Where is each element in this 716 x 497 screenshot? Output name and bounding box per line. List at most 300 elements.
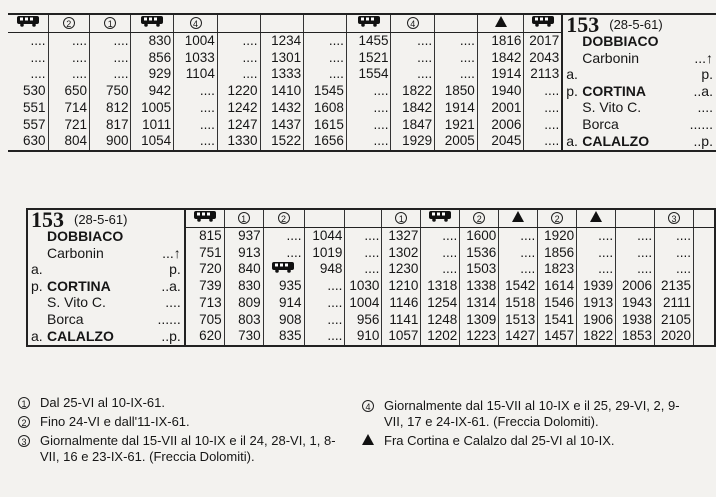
time-cell: 1457 — [538, 328, 577, 345]
time-cell: 650 — [48, 83, 89, 100]
time-cell: 1248 — [421, 312, 460, 329]
station-prefix: a. — [31, 261, 43, 278]
column-header — [460, 210, 499, 227]
notes-right — [362, 398, 692, 452]
time-cell: 1823 — [538, 261, 577, 278]
column-header — [655, 210, 694, 227]
station-prefix — [566, 50, 582, 67]
circled-number-icon: 2 — [63, 17, 75, 29]
station-name: Borca — [582, 115, 619, 132]
time-cell: 1104 — [174, 66, 218, 83]
time-cell: 803 — [224, 312, 263, 329]
time-cell: .... — [577, 245, 616, 262]
column-header — [224, 210, 263, 227]
time-cell: 2111 — [655, 295, 694, 312]
time-cell: 1327 — [382, 227, 421, 244]
time-cell: .... — [90, 32, 131, 49]
note-text: Fino 24-VI e dall'11-IX-61. — [40, 414, 190, 429]
timetable-bottom — [26, 208, 716, 347]
station-row — [31, 228, 181, 245]
time-cell: .... — [304, 328, 345, 345]
triangle-icon — [512, 211, 524, 222]
station-suffix: .... — [165, 294, 181, 311]
time-cell: 1004 — [345, 295, 382, 312]
time-cell: 812 — [90, 100, 131, 117]
time-cell: 1853 — [616, 328, 655, 345]
time-cell: 1856 — [538, 245, 577, 262]
station-list-top — [561, 11, 716, 150]
station-row — [566, 50, 713, 67]
table-row — [8, 50, 561, 67]
note-text: Fra Cortina e Calalzo dal 25-VI al 10-IX. — [384, 433, 615, 448]
time-cell: 1608 — [304, 100, 347, 117]
column-header — [90, 15, 131, 32]
table-row — [8, 66, 561, 83]
time-cell: 1242 — [217, 100, 260, 117]
time-cell: 705 — [199, 311, 222, 327]
station-prefix: p. — [566, 82, 578, 99]
circled-number-icon: 2 — [473, 212, 485, 224]
column-header — [304, 210, 345, 227]
table-row — [8, 100, 561, 117]
time-cell: .... — [346, 100, 391, 117]
time-cell: 1842 — [391, 100, 435, 117]
time-cell: 913 — [224, 245, 263, 262]
time-cell: .... — [421, 261, 460, 278]
time-cell: .... — [217, 66, 260, 83]
column-header — [304, 15, 347, 32]
circled-number-icon: 2 — [551, 212, 563, 224]
time-cell: .... — [345, 227, 382, 244]
time-cell: 1146 — [382, 295, 421, 312]
station-name: Carbonin — [582, 49, 640, 66]
time-cell: 1939 — [577, 278, 616, 295]
note-item — [18, 433, 348, 465]
time-cell: 1330 — [217, 133, 260, 150]
bus-icon — [140, 15, 164, 27]
time-cell — [694, 245, 714, 262]
time-cell: .... — [48, 66, 89, 83]
time-cell — [263, 261, 304, 278]
table-row — [186, 328, 714, 345]
time-cell: .... — [435, 32, 478, 49]
station-suffix: ..p. — [161, 327, 181, 344]
time-cell: 1223 — [460, 328, 499, 345]
route-date-bottom: (28-5-61) — [74, 212, 128, 227]
station-row — [31, 328, 181, 345]
time-cell: 1521 — [346, 50, 391, 67]
time-cell: 1247 — [217, 117, 260, 134]
column-header — [345, 210, 382, 227]
time-cell: 620 — [199, 328, 222, 344]
time-cell: 1033 — [174, 50, 218, 67]
time-cell: 1234 — [260, 32, 304, 49]
time-cell: 1254 — [421, 295, 460, 312]
time-cell: 1437 — [260, 117, 304, 134]
time-cell: 750 — [90, 83, 131, 100]
circled-number-icon: 1 — [238, 212, 250, 224]
time-cell: 942 — [131, 83, 174, 100]
triangle-icon — [590, 211, 602, 222]
time-cell: 1541 — [538, 312, 577, 329]
time-cell: 2005 — [435, 133, 478, 150]
time-cell: 2043 — [524, 50, 561, 67]
time-cell: .... — [499, 245, 538, 262]
station-suffix: ..a. — [693, 82, 713, 99]
time-cell: 1822 — [577, 328, 616, 345]
time-cell: 1230 — [382, 261, 421, 278]
station-name: Carbonin — [47, 244, 104, 261]
time-cell: .... — [48, 32, 89, 49]
column-header — [616, 210, 655, 227]
time-cell: .... — [391, 50, 435, 67]
column-header — [694, 210, 714, 227]
time-cell: 1054 — [131, 133, 174, 150]
time-cell: 2001 — [477, 100, 524, 117]
note-text: Giornalmente dal 15-VII al 10-IX e il 24, 28-VI, 1, 8-VII, 16 e 23-IX-61. (Freccia Dolomiti). — [40, 433, 336, 464]
time-cell — [694, 227, 714, 244]
time-cell: 1600 — [460, 227, 499, 244]
station-suffix: .... — [697, 99, 713, 116]
note-text: Dal 25-VI al 10-IX-61. — [40, 395, 166, 410]
time-cell: 1546 — [538, 295, 577, 312]
time-cell: 1309 — [460, 312, 499, 329]
time-cell: .... — [304, 66, 347, 83]
station-name: CORTINA — [47, 277, 111, 294]
time-cell: .... — [655, 261, 694, 278]
route-date-top: (28-5-61) — [609, 17, 663, 32]
station-prefix: a. — [566, 66, 578, 83]
time-cell: .... — [524, 133, 561, 150]
time-cell: 815 — [199, 227, 222, 243]
time-cell: 751 — [199, 244, 222, 260]
station-row — [31, 311, 181, 328]
station-prefix: p. — [31, 277, 43, 294]
time-cell: 1314 — [460, 295, 499, 312]
table-row — [8, 133, 561, 150]
time-cell: 1656 — [304, 133, 347, 150]
time-cell: 1914 — [477, 66, 524, 83]
station-prefix — [31, 311, 47, 328]
time-cell — [694, 295, 714, 312]
time-cell: 1938 — [616, 312, 655, 329]
station-name: DOBBIACO — [47, 228, 124, 244]
time-cell: .... — [421, 245, 460, 262]
station-list-bottom — [28, 206, 186, 345]
time-cell: 1906 — [577, 312, 616, 329]
time-cell: 1929 — [391, 133, 435, 150]
table-row — [186, 227, 714, 244]
station-suffix: ...... — [157, 310, 181, 327]
time-cell — [694, 261, 714, 278]
time-cell: 835 — [263, 328, 304, 345]
column-header — [421, 210, 460, 227]
time-cell: .... — [304, 312, 345, 329]
time-cell: .... — [655, 227, 694, 244]
time-cell: 1301 — [260, 50, 304, 67]
time-cell: 1333 — [260, 66, 304, 83]
circled-number-icon: 2 — [18, 416, 30, 428]
column-header — [577, 210, 616, 227]
note-item — [362, 398, 692, 430]
triangle-icon — [362, 434, 374, 445]
bus-icon — [193, 210, 217, 222]
time-cell: 937 — [224, 227, 263, 244]
time-cell: 1554 — [346, 66, 391, 83]
time-cell: 1940 — [477, 83, 524, 100]
time-cell: 929 — [131, 66, 174, 83]
note-text: Giornalmente dal 15-VII al 10-IX e il 25, 29-VI, 2, 9-VII, 17 e 24-IX-61. (Freccia Dolomiti). — [384, 398, 680, 429]
time-cell: .... — [304, 32, 347, 49]
station-row — [31, 261, 181, 278]
time-cell: .... — [217, 50, 260, 67]
time-cell: 1004 — [174, 32, 218, 49]
column-header — [260, 15, 304, 32]
time-cell: 948 — [304, 261, 345, 278]
table-row — [186, 312, 714, 329]
station-suffix: ...↑ — [162, 244, 181, 261]
time-cell: .... — [499, 261, 538, 278]
station-prefix — [566, 33, 582, 50]
column-header — [538, 210, 577, 227]
time-cell: 2045 — [477, 133, 524, 150]
time-cell: .... — [577, 261, 616, 278]
column-header — [8, 15, 48, 32]
time-cell: 1542 — [499, 278, 538, 295]
time-cell: 630 — [22, 133, 46, 149]
time-cell: .... — [90, 66, 131, 83]
station-name: CALALZO — [582, 132, 650, 149]
column-header — [131, 15, 174, 32]
station-suffix: ...↑ — [694, 49, 713, 66]
time-cell: 2135 — [655, 278, 694, 295]
time-cell: 530 — [22, 83, 46, 99]
time-cell: 910 — [345, 328, 382, 345]
circled-number-icon: 4 — [407, 17, 419, 29]
time-cell: 1044 — [304, 227, 345, 244]
time-cell: .... — [30, 66, 46, 82]
time-cell: 1057 — [382, 328, 421, 345]
time-cell: .... — [304, 278, 345, 295]
time-cell: .... — [655, 245, 694, 262]
time-cell: 935 — [263, 278, 304, 295]
station-name: S. Vito C. — [47, 294, 106, 311]
station-row — [566, 33, 713, 50]
time-cell: 713 — [199, 294, 222, 310]
station-name: DOBBIACO — [582, 33, 659, 49]
time-cell: .... — [577, 227, 616, 244]
time-cell: .... — [391, 66, 435, 83]
time-cell: 1847 — [391, 117, 435, 134]
time-cell: 2020 — [655, 328, 694, 345]
bus-icon — [357, 15, 381, 27]
time-cell: .... — [304, 50, 347, 67]
timetable-top — [8, 13, 716, 152]
time-cell: .... — [263, 227, 304, 244]
station-prefix — [31, 245, 47, 262]
time-cell — [694, 328, 714, 345]
time-cell: 1842 — [477, 50, 524, 67]
circled-number-icon: 3 — [18, 435, 30, 447]
station-row — [31, 245, 181, 262]
table-row — [8, 117, 561, 134]
column-header — [217, 15, 260, 32]
time-cell: 551 — [22, 99, 46, 115]
bus-icon — [428, 210, 452, 222]
station-name: CORTINA — [582, 82, 647, 99]
time-cell: .... — [499, 227, 538, 244]
station-row — [566, 133, 713, 150]
time-cell: .... — [524, 83, 561, 100]
time-cell: 557 — [22, 116, 46, 132]
time-cell: 908 — [263, 312, 304, 329]
table-row — [8, 32, 561, 49]
time-cell — [694, 312, 714, 329]
route-number-top: 153 — [566, 11, 600, 37]
time-cell: 1518 — [499, 295, 538, 312]
time-cell: 804 — [48, 133, 89, 150]
table-row — [186, 295, 714, 312]
circled-number-icon: 4 — [362, 400, 374, 412]
time-cell: 739 — [199, 278, 222, 294]
time-cell: 817 — [90, 117, 131, 134]
time-cell: .... — [346, 83, 391, 100]
note-item — [18, 395, 348, 411]
time-cell: .... — [616, 245, 655, 262]
time-cell: 1816 — [477, 32, 524, 49]
time-cell: 1822 — [391, 83, 435, 100]
note-item — [362, 433, 692, 449]
time-cell: .... — [616, 227, 655, 244]
circled-number-icon: 1 — [104, 17, 116, 29]
circled-number-icon: 1 — [395, 212, 407, 224]
time-cell: 2006 — [477, 117, 524, 134]
table-row — [186, 245, 714, 262]
column-header — [499, 210, 538, 227]
time-cell: .... — [263, 245, 304, 262]
station-row — [566, 83, 713, 100]
table-row — [186, 278, 714, 295]
time-cell: .... — [174, 117, 218, 134]
time-cell: .... — [346, 117, 391, 134]
notes-left — [18, 395, 348, 468]
bus-icon — [271, 261, 295, 273]
column-header — [435, 15, 478, 32]
time-cell: .... — [345, 245, 382, 262]
time-cell: 1427 — [499, 328, 538, 345]
time-cell: 1338 — [460, 278, 499, 295]
bus-icon — [16, 15, 40, 27]
station-name: S. Vito C. — [582, 99, 642, 116]
triangle-icon — [495, 16, 507, 27]
column-header — [382, 210, 421, 227]
time-cell: 1913 — [577, 295, 616, 312]
column-header — [263, 210, 304, 227]
time-cell: 1019 — [304, 245, 345, 262]
station-row — [566, 99, 713, 116]
time-cell: .... — [174, 100, 218, 117]
time-cell: 1005 — [131, 100, 174, 117]
station-suffix: p. — [701, 66, 713, 83]
station-prefix: a. — [31, 327, 43, 344]
note-item — [18, 414, 348, 430]
time-cell: .... — [391, 32, 435, 49]
time-cell: .... — [304, 295, 345, 312]
circled-number-icon: 1 — [18, 397, 30, 409]
station-suffix: ..p. — [693, 132, 713, 149]
time-cell: .... — [421, 227, 460, 244]
time-cell: 830 — [224, 278, 263, 295]
column-header — [174, 15, 218, 32]
bus-icon — [531, 15, 555, 27]
time-cell: .... — [90, 50, 131, 67]
table-row — [186, 261, 714, 278]
time-cell — [694, 278, 714, 295]
time-cell: 1850 — [435, 83, 478, 100]
time-cell: .... — [217, 32, 260, 49]
time-cell: .... — [346, 133, 391, 150]
time-cell: 1410 — [260, 83, 304, 100]
time-cell: 1614 — [538, 278, 577, 295]
time-cell: .... — [174, 83, 218, 100]
time-cell: 900 — [90, 133, 131, 150]
station-suffix: ..a. — [161, 277, 181, 294]
time-cell: 830 — [131, 32, 174, 49]
column-header — [391, 15, 435, 32]
circled-number-icon: 2 — [278, 212, 290, 224]
time-cell: .... — [174, 133, 218, 150]
time-cell: 1455 — [346, 32, 391, 49]
station-suffix: p. — [169, 261, 181, 278]
time-cell: .... — [524, 117, 561, 134]
time-cell: .... — [30, 32, 46, 48]
column-header — [186, 210, 224, 227]
station-prefix — [31, 294, 47, 311]
station-row — [31, 294, 181, 311]
column-header — [48, 15, 89, 32]
station-row — [31, 278, 181, 295]
station-prefix: a. — [566, 132, 578, 149]
time-cell: 2017 — [524, 32, 561, 49]
time-cell: 730 — [224, 328, 263, 345]
time-cell: 1302 — [382, 245, 421, 262]
column-header — [346, 15, 391, 32]
time-cell: .... — [616, 261, 655, 278]
time-cell: .... — [345, 261, 382, 278]
time-cell: 1432 — [260, 100, 304, 117]
time-cell: 1141 — [382, 312, 421, 329]
time-cell: 1536 — [460, 245, 499, 262]
time-cell: 1522 — [260, 133, 304, 150]
station-name: Borca — [47, 310, 84, 327]
time-cell: .... — [435, 66, 478, 83]
time-cell: 1513 — [499, 312, 538, 329]
time-cell: .... — [48, 50, 89, 67]
time-cell: 956 — [345, 312, 382, 329]
time-cell: 1220 — [217, 83, 260, 100]
column-header — [524, 15, 561, 32]
table-row — [8, 83, 561, 100]
times-table-bottom — [186, 210, 714, 345]
time-cell: 1920 — [538, 227, 577, 244]
station-row — [566, 66, 713, 83]
time-cell: 1921 — [435, 117, 478, 134]
time-cell: 1011 — [131, 117, 174, 134]
time-cell: 2006 — [616, 278, 655, 295]
time-cell: 714 — [48, 100, 89, 117]
time-cell: 2105 — [655, 312, 694, 329]
time-cell: 1545 — [304, 83, 347, 100]
